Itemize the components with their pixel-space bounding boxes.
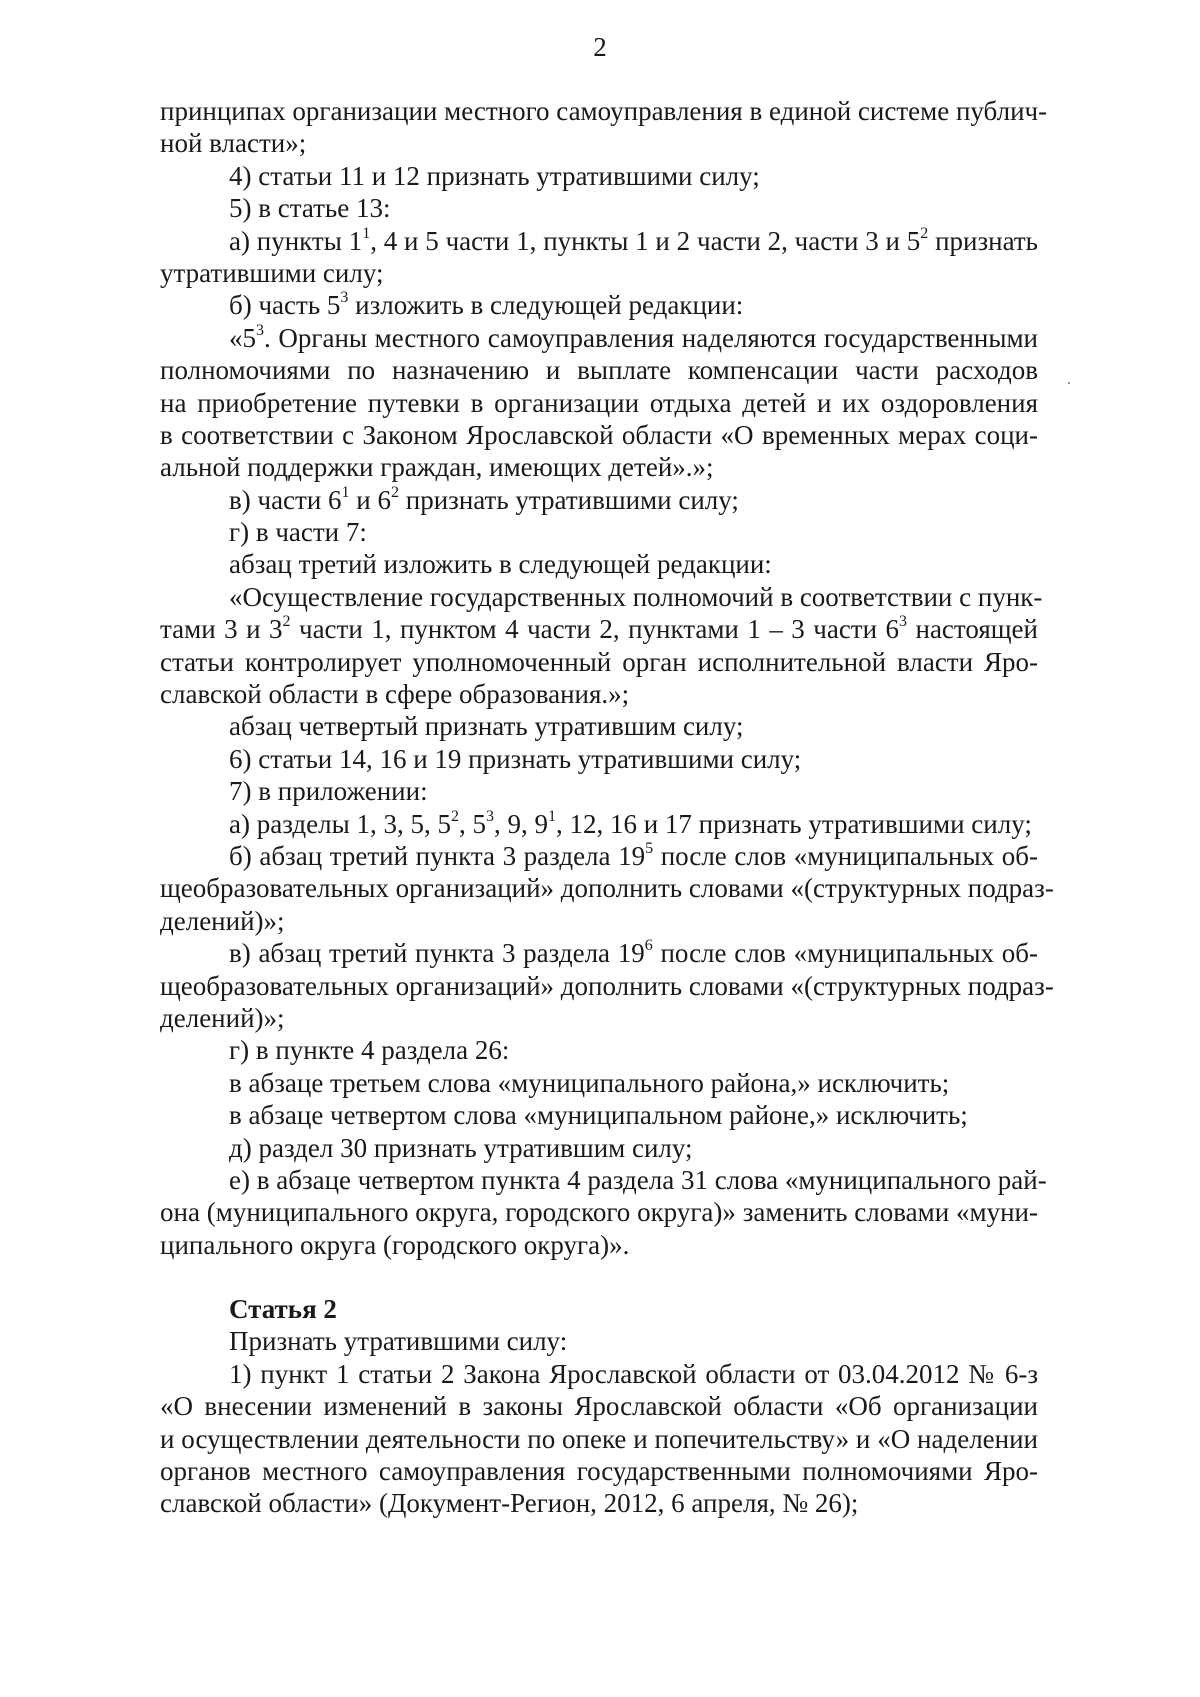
text-line: в) абзац третий пункта 3 раздела $19^6$ после слов «муниципальных об- bbox=[229, 937, 1038, 969]
text-line: органов местного самоуправления государственными полномочиями Яро- bbox=[160, 1456, 1038, 1487]
superscript: 6 bbox=[644, 937, 653, 955]
text-line: 4) статьи 11 и 12 признать утратившими силу; bbox=[229, 160, 760, 191]
text-line: а) разделы 1, 3, 5, $5^2$, $5^3$, 9, $9^1$, 12, 16 и 17 признать утратившими силу; bbox=[229, 807, 1032, 839]
text-line: щеобразовательных организаций» дополнить словами «(структурных подраз- bbox=[160, 873, 1054, 904]
text-line: «$5^3$. Органы местного самоуправления наделяются государственными bbox=[229, 321, 1038, 353]
text-line: «О внесении изменений в законы Ярославской области «Об организации bbox=[160, 1391, 1038, 1422]
text-line: ципального округа (городского округа)». bbox=[160, 1229, 630, 1260]
superscript: 2 bbox=[920, 224, 929, 242]
text-line: г) в пункте 4 раздела 26: bbox=[229, 1035, 510, 1066]
text-line: «Осуществление государственных полномочий в соответствии с пунк- bbox=[229, 581, 1043, 612]
text-line: на приобретение путевки в организации отдыха детей и их оздоровления bbox=[160, 387, 1038, 418]
text-line: г) в части 7: bbox=[229, 517, 367, 548]
superscript: 3 bbox=[485, 807, 494, 825]
text-line: альной поддержки граждан, имеющих детей».»; bbox=[160, 452, 714, 483]
superscript: 2 bbox=[450, 807, 459, 825]
text-line: абзац третий изложить в следующей редакции: bbox=[229, 549, 772, 580]
text-line: б) абзац третий пункта 3 раздела $19^5$ после слов «муниципальных об- bbox=[229, 839, 1038, 871]
text-line: 7) в приложении: bbox=[229, 776, 428, 807]
superscript: 5 bbox=[645, 839, 654, 857]
text-line: Признать утратившими силу: bbox=[229, 1326, 568, 1357]
superscript: 3 bbox=[340, 289, 349, 307]
text-line: славской области» (Документ-Регион, 2012, 6 апреля, № 26); bbox=[160, 1488, 859, 1519]
scan-speck bbox=[1068, 382, 1070, 384]
text-line: 5) в статье 13: bbox=[229, 193, 391, 224]
text-line: тами 3 и $3^2$ части 1, пунктом 4 части 2, пунктами 1 – 3 части $6^3$ настоящей bbox=[160, 613, 1038, 645]
superscript: 1 bbox=[362, 224, 371, 242]
text-line: и осуществлении деятельности по опеке и попечительству» и «О наделении bbox=[160, 1423, 1038, 1454]
text-line: в абзаце третьем слова «муниципального района,» исключить; bbox=[229, 1067, 950, 1098]
text-line: в соответствии с Законом Ярославской области «О временных мерах соци- bbox=[160, 419, 1038, 450]
text-line: принципах организации местного самоуправления в единой системе публич- bbox=[160, 96, 1048, 126]
superscript: 1 bbox=[341, 483, 350, 501]
text-line: в) части $6^1$ и $6^2$ признать утратившими силу; bbox=[229, 483, 739, 515]
text-line: славской области в сфере образования.»; bbox=[160, 679, 630, 710]
superscript: 1 bbox=[547, 807, 556, 825]
superscript: 2 bbox=[282, 613, 291, 631]
text-line: ной власти»; bbox=[160, 128, 307, 159]
superscript: 3 bbox=[899, 613, 908, 631]
text-line: щеобразовательных организаций» дополнить словами «(структурных подраз- bbox=[160, 970, 1054, 1001]
text-line: в абзаце четвертом слова «муниципальном районе,» исключить; bbox=[229, 1100, 968, 1131]
paragraph-gap bbox=[160, 1261, 1038, 1293]
text-line: полномочиями по назначению и выплате компенсации части расходов bbox=[160, 355, 1038, 386]
article-heading: Статья 2 bbox=[229, 1294, 337, 1325]
text-line: б) часть $5^3$ изложить в следующей редакции: bbox=[229, 289, 744, 321]
text-line: а) пункты $1^1$, 4 и 5 части 1, пункты 1 и 2 части 2, части 3 и $5^2$ признать bbox=[229, 224, 1038, 256]
text-line: делений)»; bbox=[160, 1002, 285, 1033]
text-line: е) в абзаце четвертом пункта 4 раздела 31 слова «муниципального рай- bbox=[229, 1164, 1047, 1195]
text-line: делений)»; bbox=[160, 905, 285, 936]
superscript: 3 bbox=[256, 321, 264, 339]
text-line: статьи контролирует уполномоченный орган исполнительной власти Яро- bbox=[160, 646, 1038, 677]
text-line: 6) статьи 14, 16 и 19 признать утратившими силу; bbox=[229, 743, 802, 774]
text-line: абзац четвертый признать утратившим силу; bbox=[229, 711, 744, 742]
document-body bbox=[160, 95, 1054, 1520]
page-number: 2 bbox=[593, 32, 607, 62]
text-line: утратившими силу; bbox=[160, 257, 384, 288]
text-line: д) раздел 30 признать утратившим силу; bbox=[229, 1132, 693, 1163]
text-line: она (муниципального округа, городского округа)» заменить словами «муни- bbox=[160, 1197, 1038, 1228]
superscript: 2 bbox=[391, 483, 399, 501]
text-line: 1) пункт 1 статьи 2 Закона Ярославской области от 03.04.2012 № 6-з bbox=[229, 1358, 1038, 1389]
